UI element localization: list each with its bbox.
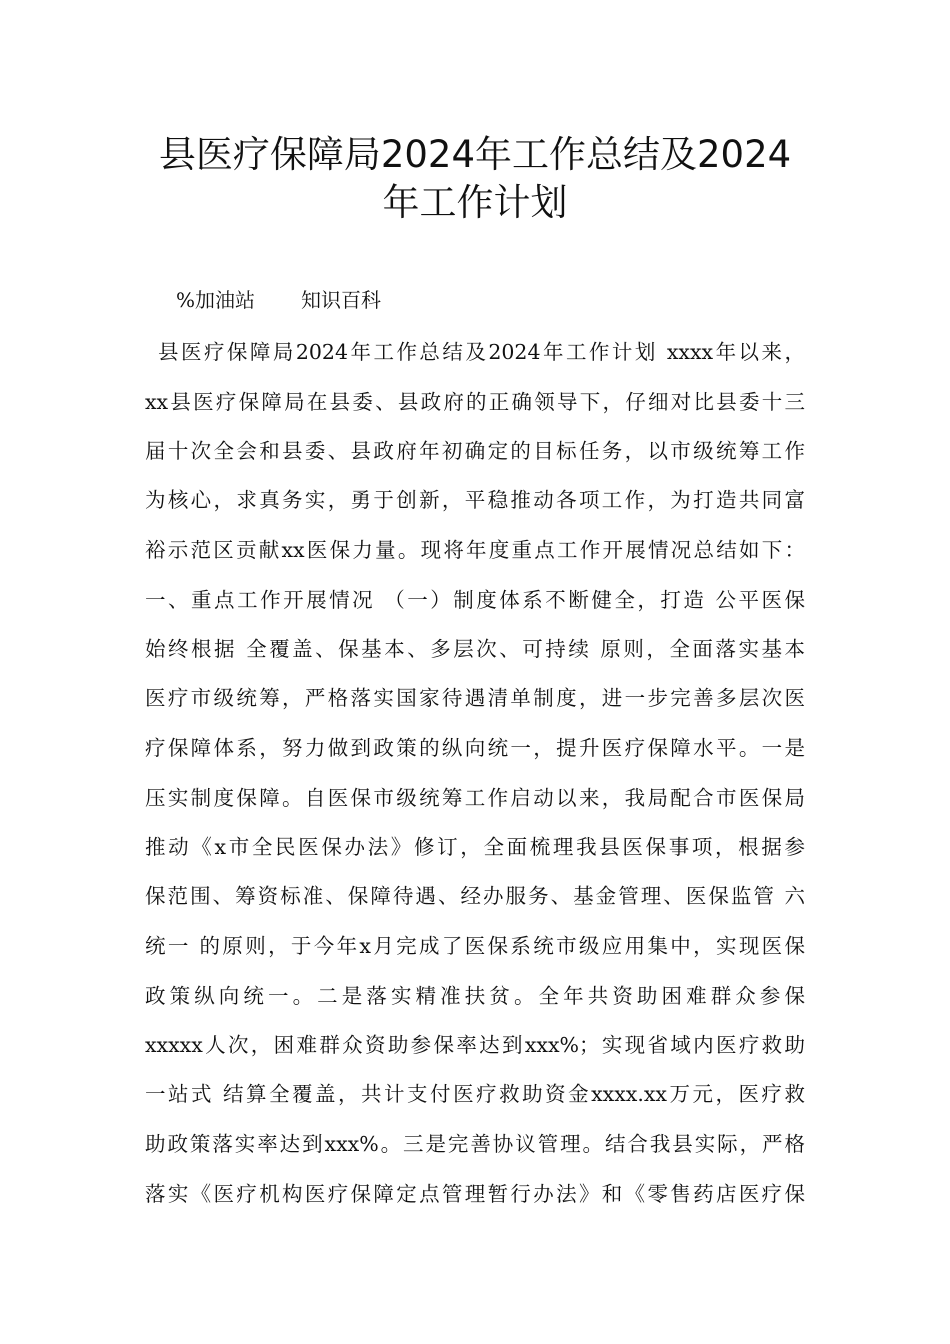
body-line-5: 裕示范区贡献xx医保力量。现将年度重点工作开展情况总结如下： [145, 538, 805, 562]
body-line-4: 为核心，求真务实，勇于创新，平稳推动各项工作，为打造共同富 [145, 488, 805, 512]
source-site-label: %加油站 [176, 288, 256, 312]
document-title-line-2: 年工作计划 [382, 181, 568, 224]
body-line-14: 政策纵向统一。二是落实精准扶贫。全年共资助困难群众参保 [145, 984, 805, 1008]
body-line-10: 压实制度保障。自医保市级统筹工作启动以来，我局配合市医保局 [145, 786, 805, 810]
document-title-line-1: 县医疗保障局2024年工作总结及2024 [158, 133, 792, 176]
body-line-17: 助政策落实率达到xxx%。三是完善协议管理。结合我县实际，严格 [145, 1132, 805, 1156]
body-line-12: 保范围、筹资标准、保障待遇、经办服务、基金管理、医保监管 六 [145, 884, 805, 908]
body-line-3: 届十次全会和县委、县政府年初确定的目标任务，以市级统筹工作 [145, 439, 805, 463]
body-line-11: 推动《x市全民医保办法》修订，全面梳理我县医保事项，根据参 [145, 835, 805, 859]
body-line-2: xx县医疗保障局在县委、县政府的正确领导下，仔细对比县委十三 [145, 390, 805, 414]
body-line-9: 疗保障体系，努力做到政策的纵向统一，提升医疗保障水平。一是 [145, 736, 805, 760]
body-line-18: 落实《医疗机构医疗保障定点管理暂行办法》和《零售药店医疗保 [145, 1182, 805, 1206]
body-line-16: 一站式 结算全覆盖，共计支付医疗救助资金xxxx.xx万元，医疗救 [145, 1082, 805, 1106]
body-line-8: 医疗市级统筹，严格落实国家待遇清单制度，进一步完善多层次医 [145, 686, 805, 710]
body-line-6: 一、重点工作开展情况 （一）制度体系不断健全，打造 公平医保 [145, 588, 805, 612]
body-line-15: xxxxx人次，困难群众资助参保率达到xxx%；实现省域内医疗救助 [145, 1033, 805, 1057]
body-line-7: 始终根据 全覆盖、保基本、多层次、可持续 原则，全面落实基本 [145, 637, 805, 661]
body-line-1: 县医疗保障局2024年工作总结及2024年工作计划 xxxx年以来， [158, 340, 805, 364]
body-line-13: 统一 的原则，于今年x月完成了医保系统市级应用集中，实现医保 [145, 934, 805, 958]
category-label: 知识百科 [301, 288, 381, 312]
